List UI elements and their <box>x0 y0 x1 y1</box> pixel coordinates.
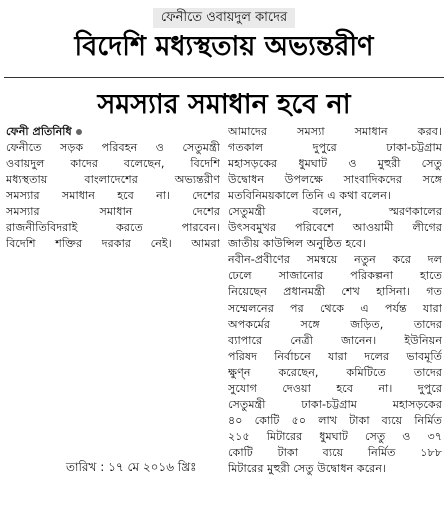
byline-line <box>6 124 220 140</box>
body-line: সমস্যার সমাধান দেশের <box>6 205 220 219</box>
body-line: সমস্যার সমাধান হবে না। দেশের <box>6 189 220 203</box>
body-line: মতবিনিময়কালে তিনি এ কথা বলেন। <box>228 189 391 203</box>
body-line: আমাদের সমস্যা সমাধান করব। <box>228 125 442 138</box>
body-line: নবীন-প্রবীণের সমন্বয়ে নতুন করে দল <box>228 253 442 267</box>
byline: ফেনী প্রতিনিধি <box>6 125 72 138</box>
kicker: ফেনীতে ওবায়দুল কাদের <box>153 8 295 28</box>
body-line: মধ্যস্থতায় বাংলাদেশের অভ্যন্তরীণ <box>6 173 220 187</box>
headline-line-1: বিদেশি মধ্যস্থতায় অভ্যন্তরীণ <box>74 31 374 62</box>
body-line: উদ্বোধন উপলক্ষে সাংবাদিকদের সঙ্গে <box>228 173 442 187</box>
kicker-wrap <box>0 6 448 28</box>
body-line: গতকাল দুপুরে ঢাকা-চট্টগ্রাম <box>228 141 442 155</box>
bullet-dot-icon <box>76 129 82 135</box>
body-line: সেতুমন্ত্রী ঢাকা-চট্টগ্রাম মহাসড়কের <box>228 397 442 411</box>
right-column <box>228 124 442 477</box>
headline-line-2: সমস্যার সমাধান হবে না <box>97 89 351 120</box>
body-line: ২১৫ মিটারের ধুমঘাট সেতু ও ৩৭ <box>228 429 442 443</box>
body-line: বিদেশি শক্তির দরকার নেই। আমরা <box>6 237 220 251</box>
body-line: মহাসড়কের ধুমঘাট ও মুহুরী সেতু <box>228 157 442 171</box>
body-line: ফেনীতে সড়ক পরিবহন ও সেতুমন্ত্রী <box>6 141 220 155</box>
body-line: ৪০ কোটি ৫০ লাখ টাকা ব্যয়ে নির্মিত <box>228 413 442 427</box>
body-line: রাজনীতিবিদরাই করতে পারবেন। <box>6 221 220 235</box>
body-line: ক্ষুণ্ন করেছেন, কমিটিতে তাদের <box>228 365 442 379</box>
body-line: অপকর্মের সঙ্গে জড়িত, তাদের <box>228 317 442 331</box>
body-line: ওবায়দুল কাদের বলেছেন, বিদেশি <box>6 157 220 171</box>
body-line: সম্মেলনের পর থেকে এ পর্যন্ত যারা <box>228 301 442 315</box>
body-line: জাতীয় কাউন্সিল অনুষ্ঠিত হবে। <box>228 237 367 251</box>
body-line: উৎসবমুখর পরিবেশে আওয়ামী লীগের <box>228 221 442 235</box>
body-line: সুযোগ দেওয়া হবে না। দুপুরে <box>228 381 442 395</box>
body-line: ব্যাপারে নেত্রী জানেন। ইউনিয়ন <box>228 333 442 347</box>
headline-divider <box>4 77 444 78</box>
body-line: নিয়েছেন প্রধানমন্ত্রী শেখ হাসিনা। গত <box>228 285 442 299</box>
body-line: ঢেলে সাজানোর পরিকল্পনা হাতে <box>228 269 442 283</box>
body-line: মিটারের মুহুরী সেতু উদ্বোধন করেন। <box>228 461 387 475</box>
publication-date: তারিখ : ১৭ মে ২০১৬ খ্রিঃ <box>66 460 197 474</box>
body-line: পরিষদ নির্বাচনে যারা দলের ভাবমূর্তি <box>228 349 442 363</box>
body-line: কোটি টাকা ব্যয়ে নির্মিত ১৮৮ <box>228 445 442 459</box>
body-line: সেতুমন্ত্রী বলেন, স্মরণকালের <box>228 205 442 219</box>
left-column <box>6 124 220 252</box>
